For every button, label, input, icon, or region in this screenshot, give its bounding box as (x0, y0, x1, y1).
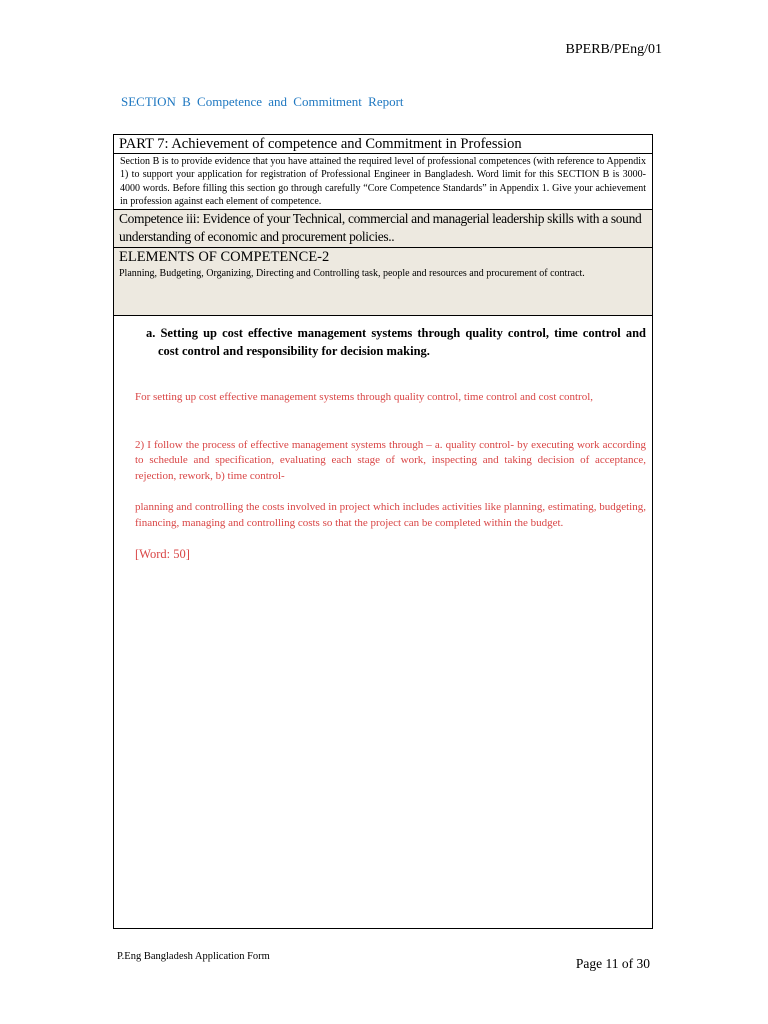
response-paragraph: For setting up cost effective management systems through quality control, time control and cost control, (135, 391, 594, 404)
response-paragraph: 2) I follow the process of effective management systems through – a. quality control- by executing work according to schedule and specification, evaluating each stage of work, inspecting and taking decision of acceptance, rejection, rework, b) time control- (135, 438, 646, 482)
part-description: Section B is to provide evidence that you have attained the required level of professional competences (with reference to Appendix 1) to support your application for registration of Professional Engineer in Bangladesh. Word limit for this SECTION B is 3000-4000 words. Before filling this section go through carefully “Core Competence Standards” in Appendix 1. Give your achievement in profession against each element of competence. (114, 154, 652, 209)
doc-code: BPERB/PEng/01 (565, 42, 662, 57)
part-heading: PART 7: Achievement of competence and Commitment in Profession (114, 135, 652, 154)
item-heading: a. Setting up cost effective management systems through quality control, time control and cost control and responsibility for decision making. (146, 326, 646, 359)
section-title: SECTION B Competence and Commitment Report (121, 94, 404, 109)
footer-form-name: P.Eng Bangladesh Application Form (117, 951, 270, 962)
response-paragraph: planning and controlling the costs involved in project which includes activities like planning, estimating, budgeting, financing, managing and controlling costs so that the project can be completed within the budget. (135, 501, 646, 529)
competence-row: Competence iii: Evidence of your Technical, commercial and managerial leadership skills with a sound understanding of economic and procurement policies.. (114, 209, 652, 248)
elements-description: Planning, Budgeting, Organizing, Directing and Controlling task, people and resources and procurement of contract. (119, 268, 585, 280)
word-count: [Word: 50] (135, 547, 190, 562)
page-number: Page 11 of 30 (575, 956, 650, 971)
elements-row (114, 248, 652, 316)
elements-title: ELEMENTS OF COMPETENCE-2 (119, 249, 330, 266)
form-frame (113, 134, 653, 929)
response-area[interactable] (114, 316, 652, 562)
